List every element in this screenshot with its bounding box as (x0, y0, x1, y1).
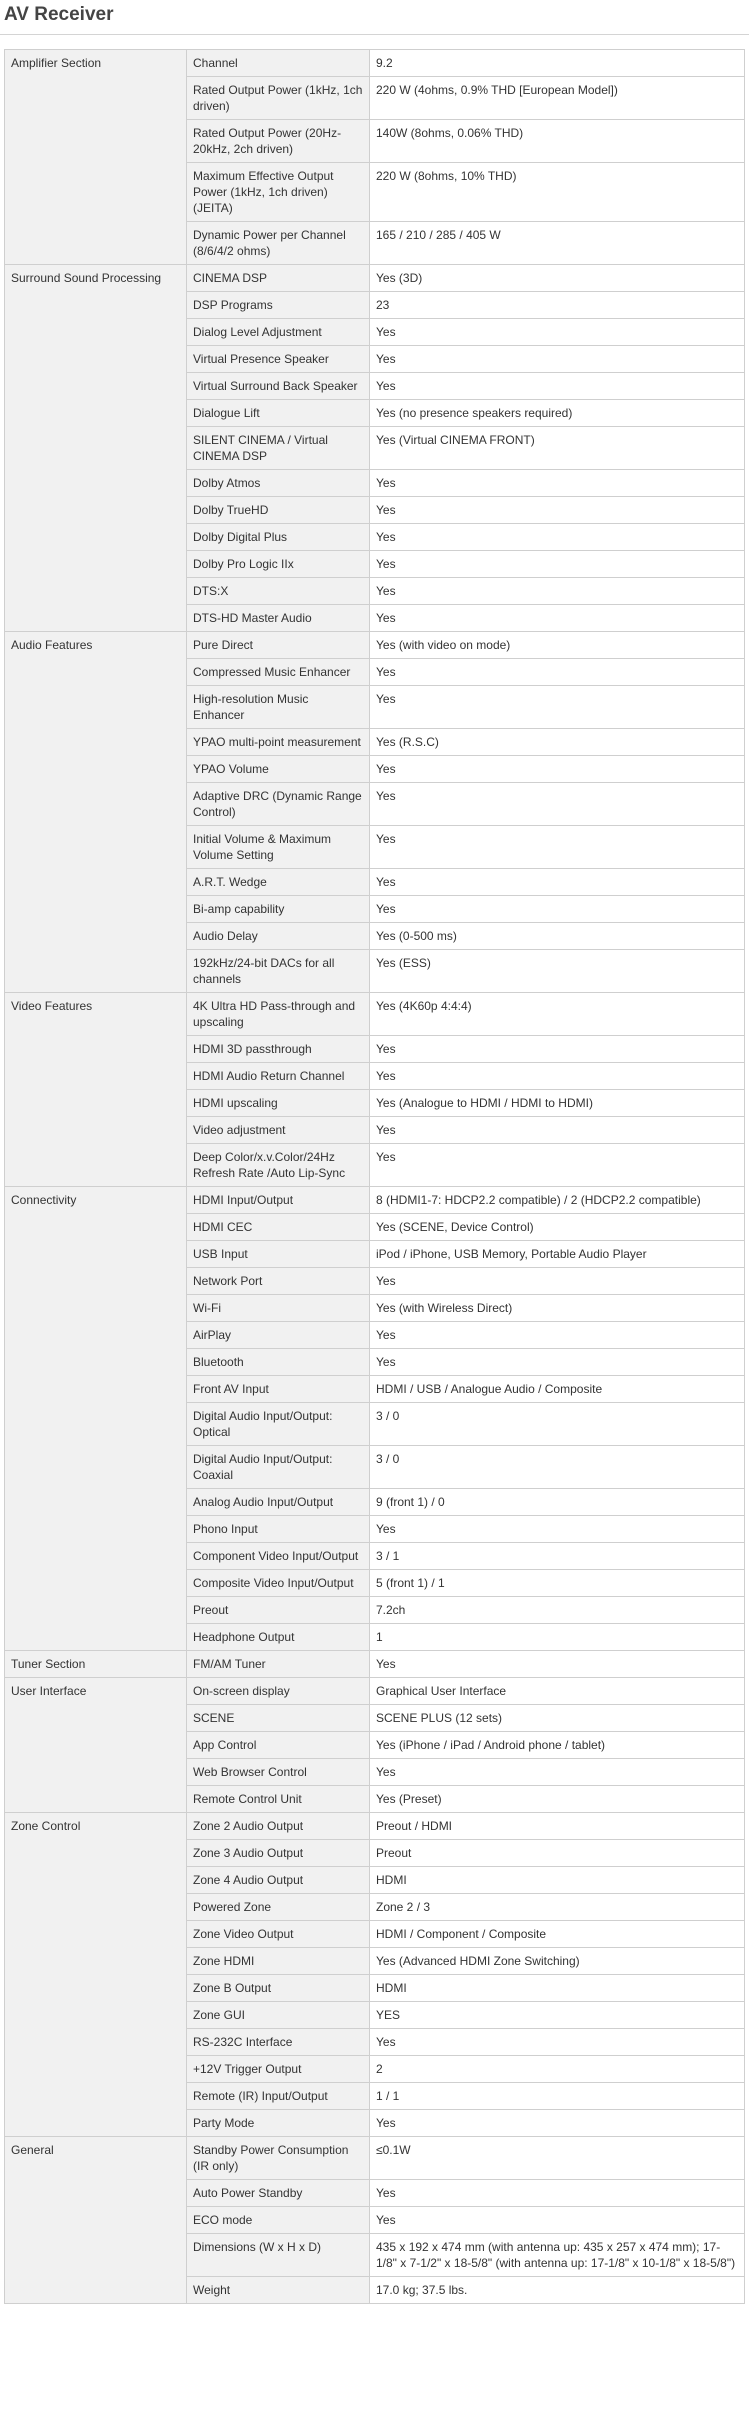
spec-value: Yes (iPhone / iPad / Android phone / tablet) (370, 1732, 745, 1759)
spec-label: Digital Audio Input/Output: Coaxial (187, 1446, 370, 1489)
spec-label: Video adjustment (187, 1117, 370, 1144)
spec-value: Yes (Advanced HDMI Zone Switching) (370, 1948, 745, 1975)
section-name: Audio Features (5, 632, 187, 993)
spec-value: HDMI / USB / Analogue Audio / Composite (370, 1376, 745, 1403)
spec-label: Auto Power Standby (187, 2180, 370, 2207)
spec-label: CINEMA DSP (187, 265, 370, 292)
spec-label: Pure Direct (187, 632, 370, 659)
spec-value: HDMI / Component / Composite (370, 1921, 745, 1948)
page-title: AV Receiver (4, 4, 114, 25)
spec-value: 3 / 1 (370, 1543, 745, 1570)
section-name: Connectivity (5, 1187, 187, 1651)
spec-label: Bi-amp capability (187, 896, 370, 923)
spec-value: Yes (370, 1322, 745, 1349)
spec-label: Composite Video Input/Output (187, 1570, 370, 1597)
spec-row (5, 1651, 745, 1678)
spec-label: Zone HDMI (187, 1948, 370, 1975)
spec-label: USB Input (187, 1241, 370, 1268)
spec-value: 140W (8ohms, 0.06% THD) (370, 120, 745, 163)
spec-value: Yes (370, 896, 745, 923)
spec-label: FM/AM Tuner (187, 1651, 370, 1678)
spec-value: Yes (370, 756, 745, 783)
spec-row (5, 265, 745, 292)
spec-label: High-resolution Music Enhancer (187, 686, 370, 729)
spec-value: Yes (Preset) (370, 1786, 745, 1813)
spec-value: Yes (370, 373, 745, 400)
spec-value: Yes (370, 524, 745, 551)
spec-label: Party Mode (187, 2110, 370, 2137)
spec-label: Wi-Fi (187, 1295, 370, 1322)
spec-label: Virtual Presence Speaker (187, 346, 370, 373)
spec-value: Yes (370, 2180, 745, 2207)
spec-value: Yes (370, 1268, 745, 1295)
spec-label: App Control (187, 1732, 370, 1759)
spec-value: Yes (370, 2110, 745, 2137)
spec-value: 17.0 kg; 37.5 lbs. (370, 2277, 745, 2304)
spec-label: Rated Output Power (1kHz, 1ch driven) (187, 77, 370, 120)
spec-value: Preout / HDMI (370, 1813, 745, 1840)
spec-label: Bluetooth (187, 1349, 370, 1376)
spec-value: Yes (370, 605, 745, 632)
spec-value: Yes (370, 1036, 745, 1063)
spec-label: 192kHz/24-bit DACs for all channels (187, 950, 370, 993)
section-name: Surround Sound Processing (5, 265, 187, 632)
spec-label: YPAO Volume (187, 756, 370, 783)
spec-value: Yes (SCENE, Device Control) (370, 1214, 745, 1241)
spec-row (5, 1678, 745, 1705)
spec-value: Yes (0-500 ms) (370, 923, 745, 950)
spec-value: Yes (370, 1516, 745, 1543)
spec-value: Yes (370, 1651, 745, 1678)
section-name: Zone Control (5, 1813, 187, 2137)
spec-value: Yes (370, 551, 745, 578)
spec-value: 23 (370, 292, 745, 319)
spec-label: Zone 2 Audio Output (187, 1813, 370, 1840)
spec-value: Yes (R.S.C) (370, 729, 745, 756)
spec-label: DTS:X (187, 578, 370, 605)
spec-label: DTS-HD Master Audio (187, 605, 370, 632)
spec-value: Yes (370, 470, 745, 497)
spec-label: A.R.T. Wedge (187, 869, 370, 896)
spec-value: Yes (ESS) (370, 950, 745, 993)
spec-value: HDMI (370, 1867, 745, 1894)
section-name: User Interface (5, 1678, 187, 1813)
spec-value: Yes (370, 578, 745, 605)
spec-label: DSP Programs (187, 292, 370, 319)
spec-value: 9.2 (370, 50, 745, 77)
spec-label: +12V Trigger Output (187, 2056, 370, 2083)
spec-value: Yes (370, 1349, 745, 1376)
spec-label: Dolby Digital Plus (187, 524, 370, 551)
spec-table-body (5, 50, 745, 2304)
spec-label: Component Video Input/Output (187, 1543, 370, 1570)
spec-value: Yes (370, 319, 745, 346)
spec-label: Web Browser Control (187, 1759, 370, 1786)
spec-label: SILENT CINEMA / Virtual CINEMA DSP (187, 427, 370, 470)
spec-value: Yes (Analogue to HDMI / HDMI to HDMI) (370, 1090, 745, 1117)
spec-label: ECO mode (187, 2207, 370, 2234)
spec-value: Yes (370, 869, 745, 896)
spec-label: Channel (187, 50, 370, 77)
spec-value: HDMI (370, 1975, 745, 2002)
spec-row (5, 1813, 745, 1840)
spec-label: Virtual Surround Back Speaker (187, 373, 370, 400)
spec-label: Powered Zone (187, 1894, 370, 1921)
spec-label: SCENE (187, 1705, 370, 1732)
spec-value: Yes (370, 686, 745, 729)
spec-row (5, 1187, 745, 1214)
spec-label: Remote Control Unit (187, 1786, 370, 1813)
spec-value: SCENE PLUS (12 sets) (370, 1705, 745, 1732)
spec-value: Yes (370, 826, 745, 869)
spec-table (4, 49, 745, 2304)
spec-value: 9 (front 1) / 0 (370, 1489, 745, 1516)
spec-label: Dolby Atmos (187, 470, 370, 497)
spec-label: YPAO multi-point measurement (187, 729, 370, 756)
section-name: Video Features (5, 993, 187, 1187)
spec-value: 220 W (8ohms, 10% THD) (370, 163, 745, 222)
spec-label: Analog Audio Input/Output (187, 1489, 370, 1516)
page-header (0, 0, 749, 35)
spec-row (5, 993, 745, 1036)
spec-value: Yes (3D) (370, 265, 745, 292)
section-name: Amplifier Section (5, 50, 187, 265)
spec-label: Deep Color/x.v.Color/24Hz Refresh Rate /Auto Lip-Sync (187, 1144, 370, 1187)
spec-label: Remote (IR) Input/Output (187, 2083, 370, 2110)
spec-value: Yes (370, 497, 745, 524)
spec-label: HDMI Audio Return Channel (187, 1063, 370, 1090)
spec-label: RS-232C Interface (187, 2029, 370, 2056)
spec-value: 8 (HDMI1-7: HDCP2.2 compatible) / 2 (HDCP2.2 compatible) (370, 1187, 745, 1214)
spec-label: Weight (187, 2277, 370, 2304)
spec-value: Yes (4K60p 4:4:4) (370, 993, 745, 1036)
spec-label: Dolby Pro Logic IIx (187, 551, 370, 578)
spec-label: Dialogue Lift (187, 400, 370, 427)
spec-row (5, 632, 745, 659)
spec-value: Yes (370, 346, 745, 373)
spec-value: Yes (370, 1117, 745, 1144)
spec-value: 2 (370, 2056, 745, 2083)
spec-label: Digital Audio Input/Output: Optical (187, 1403, 370, 1446)
spec-label: Standby Power Consumption (IR only) (187, 2137, 370, 2180)
spec-value: Yes (with video on mode) (370, 632, 745, 659)
spec-value: 3 / 0 (370, 1446, 745, 1489)
section-name: General (5, 2137, 187, 2304)
spec-value: Yes (370, 659, 745, 686)
spec-label: HDMI 3D passthrough (187, 1036, 370, 1063)
spec-label: Maximum Effective Output Power (1kHz, 1ch driven) (JEITA) (187, 163, 370, 222)
spec-label: Adaptive DRC (Dynamic Range Control) (187, 783, 370, 826)
spec-value: Yes (370, 1063, 745, 1090)
spec-value: 165 / 210 / 285 / 405 W (370, 222, 745, 265)
spec-value: Yes (no presence speakers required) (370, 400, 745, 427)
spec-label: Audio Delay (187, 923, 370, 950)
spec-value: 3 / 0 (370, 1403, 745, 1446)
spec-label: Network Port (187, 1268, 370, 1295)
spec-value: Yes (with Wireless Direct) (370, 1295, 745, 1322)
spec-value: Zone 2 / 3 (370, 1894, 745, 1921)
spec-label: HDMI upscaling (187, 1090, 370, 1117)
spec-label: Dialog Level Adjustment (187, 319, 370, 346)
spec-value: Preout (370, 1840, 745, 1867)
spec-value: Yes (370, 2207, 745, 2234)
spec-value: 220 W (4ohms, 0.9% THD [European Model]) (370, 77, 745, 120)
spec-label: Headphone Output (187, 1624, 370, 1651)
spec-value: Yes (370, 1144, 745, 1187)
spec-value: Yes (370, 2029, 745, 2056)
spec-label: HDMI CEC (187, 1214, 370, 1241)
section-name: Tuner Section (5, 1651, 187, 1678)
spec-value: YES (370, 2002, 745, 2029)
spec-value: Yes (370, 1759, 745, 1786)
spec-label: Zone Video Output (187, 1921, 370, 1948)
spec-value: 5 (front 1) / 1 (370, 1570, 745, 1597)
spec-label: Zone 4 Audio Output (187, 1867, 370, 1894)
spec-value: Yes (370, 783, 745, 826)
spec-label: Rated Output Power (20Hz-20kHz, 2ch driven) (187, 120, 370, 163)
spec-label: Phono Input (187, 1516, 370, 1543)
spec-value: Yes (Virtual CINEMA FRONT) (370, 427, 745, 470)
spec-value: 1 (370, 1624, 745, 1651)
spec-label: Zone B Output (187, 1975, 370, 2002)
spec-value: iPod / iPhone, USB Memory, Portable Audio Player (370, 1241, 745, 1268)
spec-label: Preout (187, 1597, 370, 1624)
spec-label: Dynamic Power per Channel (8/6/4/2 ohms) (187, 222, 370, 265)
spec-label: Zone 3 Audio Output (187, 1840, 370, 1867)
spec-label: Front AV Input (187, 1376, 370, 1403)
spec-value: 435 x 192 x 474 mm (with antenna up: 435 x 257 x 474 mm); 17-1/8" x 7-1/2" x 18-5/8" (with antenna up: 17-1/8" x 10-1/8" x 18-5/8") (370, 2234, 745, 2277)
spec-value: ≤0.1W (370, 2137, 745, 2180)
spec-label: HDMI Input/Output (187, 1187, 370, 1214)
spec-label: On-screen display (187, 1678, 370, 1705)
spec-label: AirPlay (187, 1322, 370, 1349)
spec-label: Initial Volume & Maximum Volume Setting (187, 826, 370, 869)
spec-value: 1 / 1 (370, 2083, 745, 2110)
spec-label: Compressed Music Enhancer (187, 659, 370, 686)
spec-label: 4K Ultra HD Pass-through and upscaling (187, 993, 370, 1036)
spec-label: Zone GUI (187, 2002, 370, 2029)
spec-value: Graphical User Interface (370, 1678, 745, 1705)
spec-label: Dimensions (W x H x D) (187, 2234, 370, 2277)
spec-row (5, 2137, 745, 2180)
spec-row (5, 50, 745, 77)
spec-label: Dolby TrueHD (187, 497, 370, 524)
spec-value: 7.2ch (370, 1597, 745, 1624)
